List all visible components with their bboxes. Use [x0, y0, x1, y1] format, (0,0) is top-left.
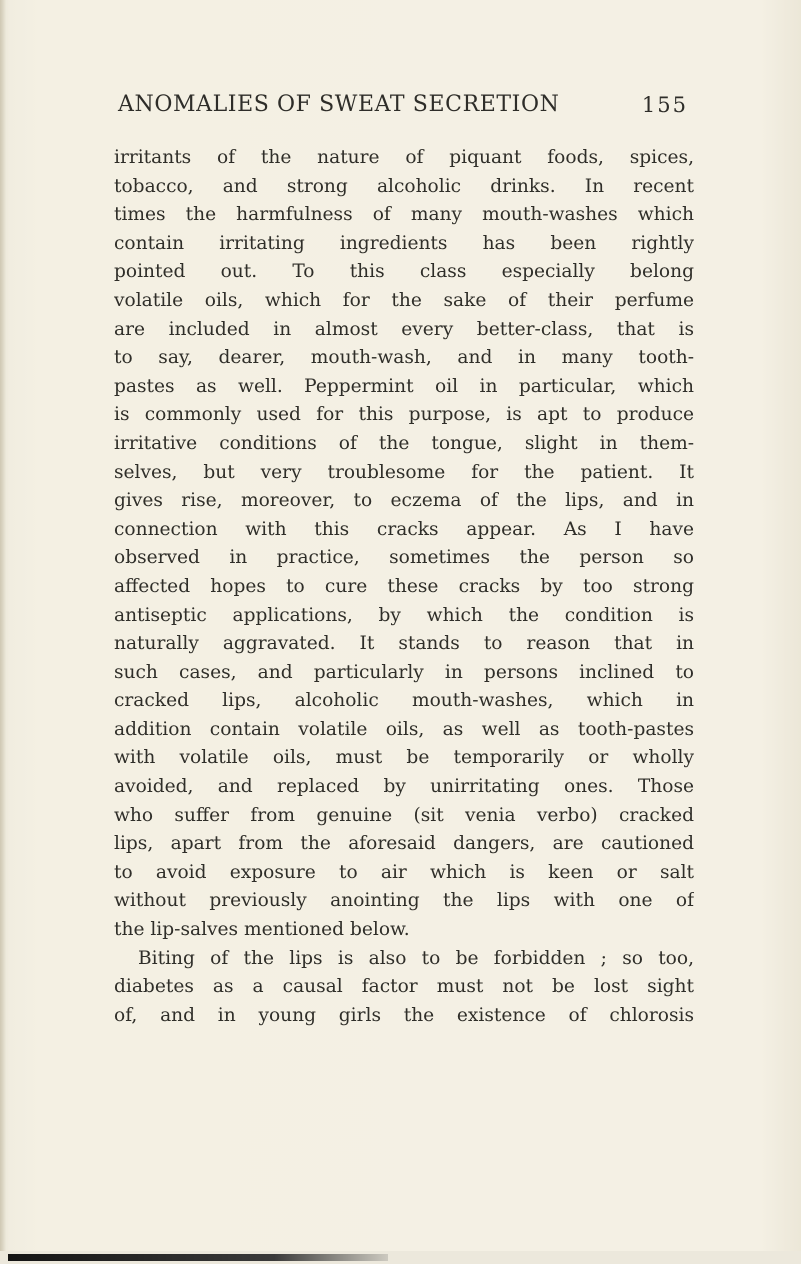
text-line: to avoid exposure to air which is keen or salt [114, 861, 694, 883]
text-line: pastes as well. Peppermint oil in particular, which [114, 375, 694, 397]
text-line: affected hopes to cure these cracks by too strong [114, 575, 694, 597]
text-line: pointed out. To this class especially belong [114, 261, 694, 283]
text-line: connection with this cracks appear. As I have [114, 518, 694, 540]
text-line: irritative conditions of the tongue, slight in them- [114, 432, 694, 454]
text-line: contain irritating ingredients has been rightly [114, 232, 694, 254]
text-line: irritants of the nature of piquant foods, spices, [114, 147, 694, 168]
text-line: lips, apart from the aforesaid dangers, are cautioned [114, 833, 694, 855]
text-line: times the harmfulness of many mouth-washes which [114, 204, 694, 226]
text-line: addition contain volatile oils, as well as tooth-pastes [114, 718, 694, 740]
text-line: such cases, and particularly in persons inclined to [114, 661, 694, 683]
text-line: are included in almost every better-class, that is [114, 318, 694, 340]
text-line: with volatile oils, must be temporarily or wholly [114, 747, 694, 769]
text-line: selves, but very troublesome for the patient. It [114, 461, 694, 483]
text-line: who suffer from genuine (sit venia verbo) cracked [114, 804, 694, 826]
text-line: antiseptic applications, by which the condition is [114, 604, 694, 626]
text-line: tobacco, and strong alcoholic drinks. In recent [114, 175, 694, 197]
body-text [114, 144, 694, 1030]
text-line: diabetes as a causal factor must not be lost sight [114, 976, 694, 998]
text-line: without previously anointing the lips with one of [114, 890, 694, 912]
text-line: naturally aggravated. It stands to reason that in [114, 633, 694, 655]
text-line: Biting of the lips is also to be forbidden ; so too, [138, 947, 694, 969]
text-line: the lip-salves mentioned below. [114, 919, 410, 941]
text-line: to say, dearer, mouth-wash, and in many tooth- [114, 347, 694, 369]
text-line: cracked lips, alcoholic mouth-washes, which in [114, 690, 694, 712]
text-line: gives rise, moreover, to eczema of the lips, and in [114, 490, 694, 512]
text-line: observed in practice, sometimes the person so [114, 547, 694, 569]
running-head-title: ANOMALIES OF SWEAT SECRETION [118, 92, 560, 117]
text-line: of, and in young girls the existence of chlorosis [114, 1004, 694, 1026]
page-number: 155 [641, 93, 688, 117]
text-line: volatile oils, which for the sake of their perfume [114, 289, 694, 311]
running-header [118, 92, 688, 122]
text-line: is commonly used for this purpose, is apt to produce [114, 404, 694, 426]
text-line: avoided, and replaced by unirritating ones. Those [114, 776, 694, 798]
scan-edge-bar [8, 1254, 388, 1261]
scan-bottom-edge [0, 1251, 801, 1264]
page-gutter-shadow [0, 0, 6, 1264]
